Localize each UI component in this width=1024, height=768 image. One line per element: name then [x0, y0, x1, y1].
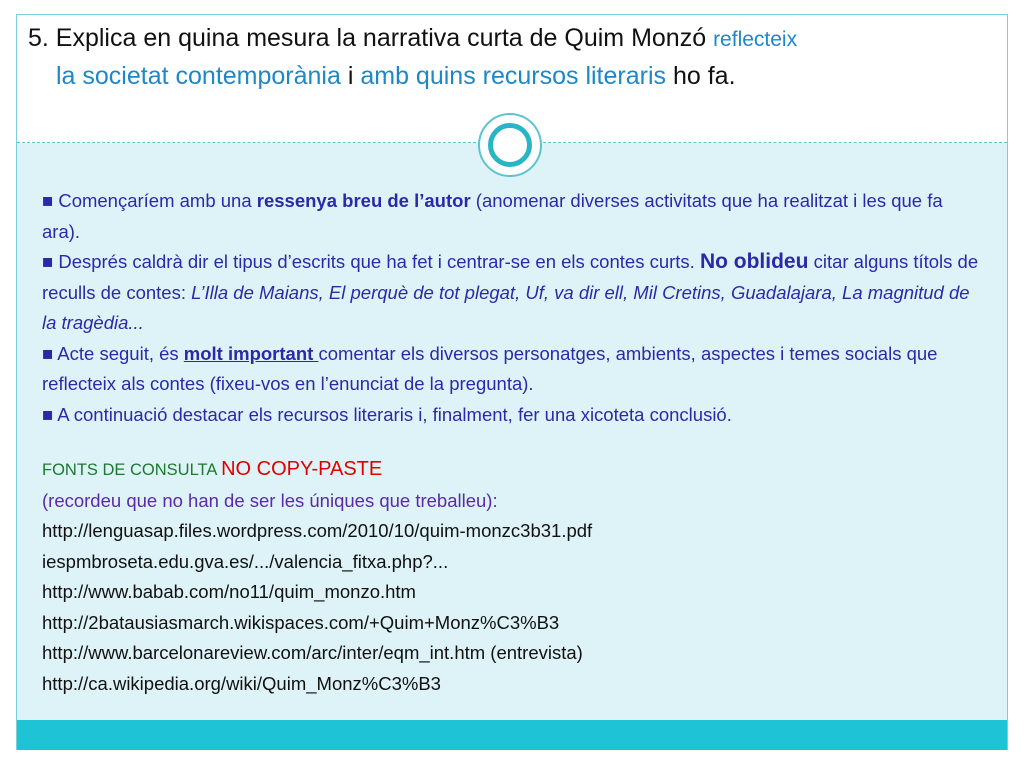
bullet-1-rest: (anomenar diverses activitats que ha realitzat i les que fa ara).: [42, 190, 943, 242]
source-link-5[interactable]: http://www.barcelonareview.com/arc/inter/eqm_int.htm (entrevista): [42, 642, 583, 663]
bullet-marker-icon: ■: [42, 403, 54, 425]
spacer: [42, 430, 982, 454]
title-text-end: ho fa.: [666, 62, 736, 90]
bullet-marker-icon: ■: [42, 190, 54, 211]
slide-title: [28, 20, 990, 94]
sources-heading: FONTS DE CONSULTA: [42, 461, 222, 479]
source-link-6[interactable]: http://ca.wikipedia.org/wiki/Quim_Monz%C3%B3: [42, 672, 441, 694]
bullet-4-text: A continuació destacar els recursos literaris i, finalment, fer una xicoteta conclusió.: [53, 403, 732, 425]
bullet-marker-icon: ■: [42, 251, 54, 272]
title-highlight-societat: la societat contemporània: [56, 62, 341, 90]
bullet-3: [42, 339, 982, 400]
bullet-3-underlined: molt important: [183, 342, 319, 364]
sources-heading-line: [42, 454, 982, 486]
title-text-i: i: [340, 62, 361, 90]
source-link-3[interactable]: http://www.babab.com/no11/quim_monzo.htm: [42, 581, 416, 602]
bullet-4: [42, 400, 982, 431]
bullet-2: [42, 247, 982, 339]
no-copy-warning: NO COPY-PASTE: [221, 458, 383, 480]
bullet-3-rest: comentar els diversos personatges, ambients, aspectes i temes socials que reflecteix als contes (fixeu-vos en l’enunciat de la pregunta).: [42, 342, 938, 394]
bullet-1-text: Començaríem amb una: [53, 190, 257, 211]
bullet-1-bold: ressenya breu de l’autor: [256, 190, 471, 211]
source-link-4[interactable]: http://2batausiasmarch.wikispaces.com/+Quim+Monz%C3%B3: [42, 611, 560, 633]
slide-body: [42, 186, 982, 699]
title-line-2: [28, 58, 990, 94]
title-highlight-recursos: amb quins recursos literaris: [360, 62, 667, 90]
bullet-marker-icon: ■: [42, 342, 54, 364]
title-text-1: 5. Explica en quina mesura la narrativa curta de Quim Monzó: [28, 24, 714, 52]
source-link-1[interactable]: http://lenguasap.files.wordpress.com/2010/10/quim-monzc3b31.pdf: [42, 520, 593, 541]
circle-ornament-inner: [488, 123, 532, 167]
bullet-2-text: Després caldrà dir el tipus d’escrits que ha fet i centrar-se en els contes curts.: [53, 251, 700, 272]
circle-ornament-icon: [478, 113, 542, 177]
bullet-2-rest: citar alguns títols de reculls de contes:: [42, 251, 979, 303]
sources-note: (recordeu que no han de ser les úniques que treballeu):: [42, 489, 498, 511]
bottom-accent-bar: [17, 720, 1007, 750]
bullet-2-titles: L’Illa de Maians, El perquè de tot plegat, Uf, va dir ell, Mil Cretins, Guadalajara, La magnitud de la tragèdia...: [42, 281, 970, 333]
bullet-1: [42, 186, 982, 247]
bullet-3-text: Acte seguit, és: [53, 342, 184, 364]
title-highlight-reflecteix: reflecteix: [713, 28, 798, 51]
source-link-2[interactable]: iespmbroseta.edu.gva.es/.../valencia_fitxa.php?...: [42, 550, 449, 572]
bullet-2-bold: No oblideu: [699, 250, 809, 273]
